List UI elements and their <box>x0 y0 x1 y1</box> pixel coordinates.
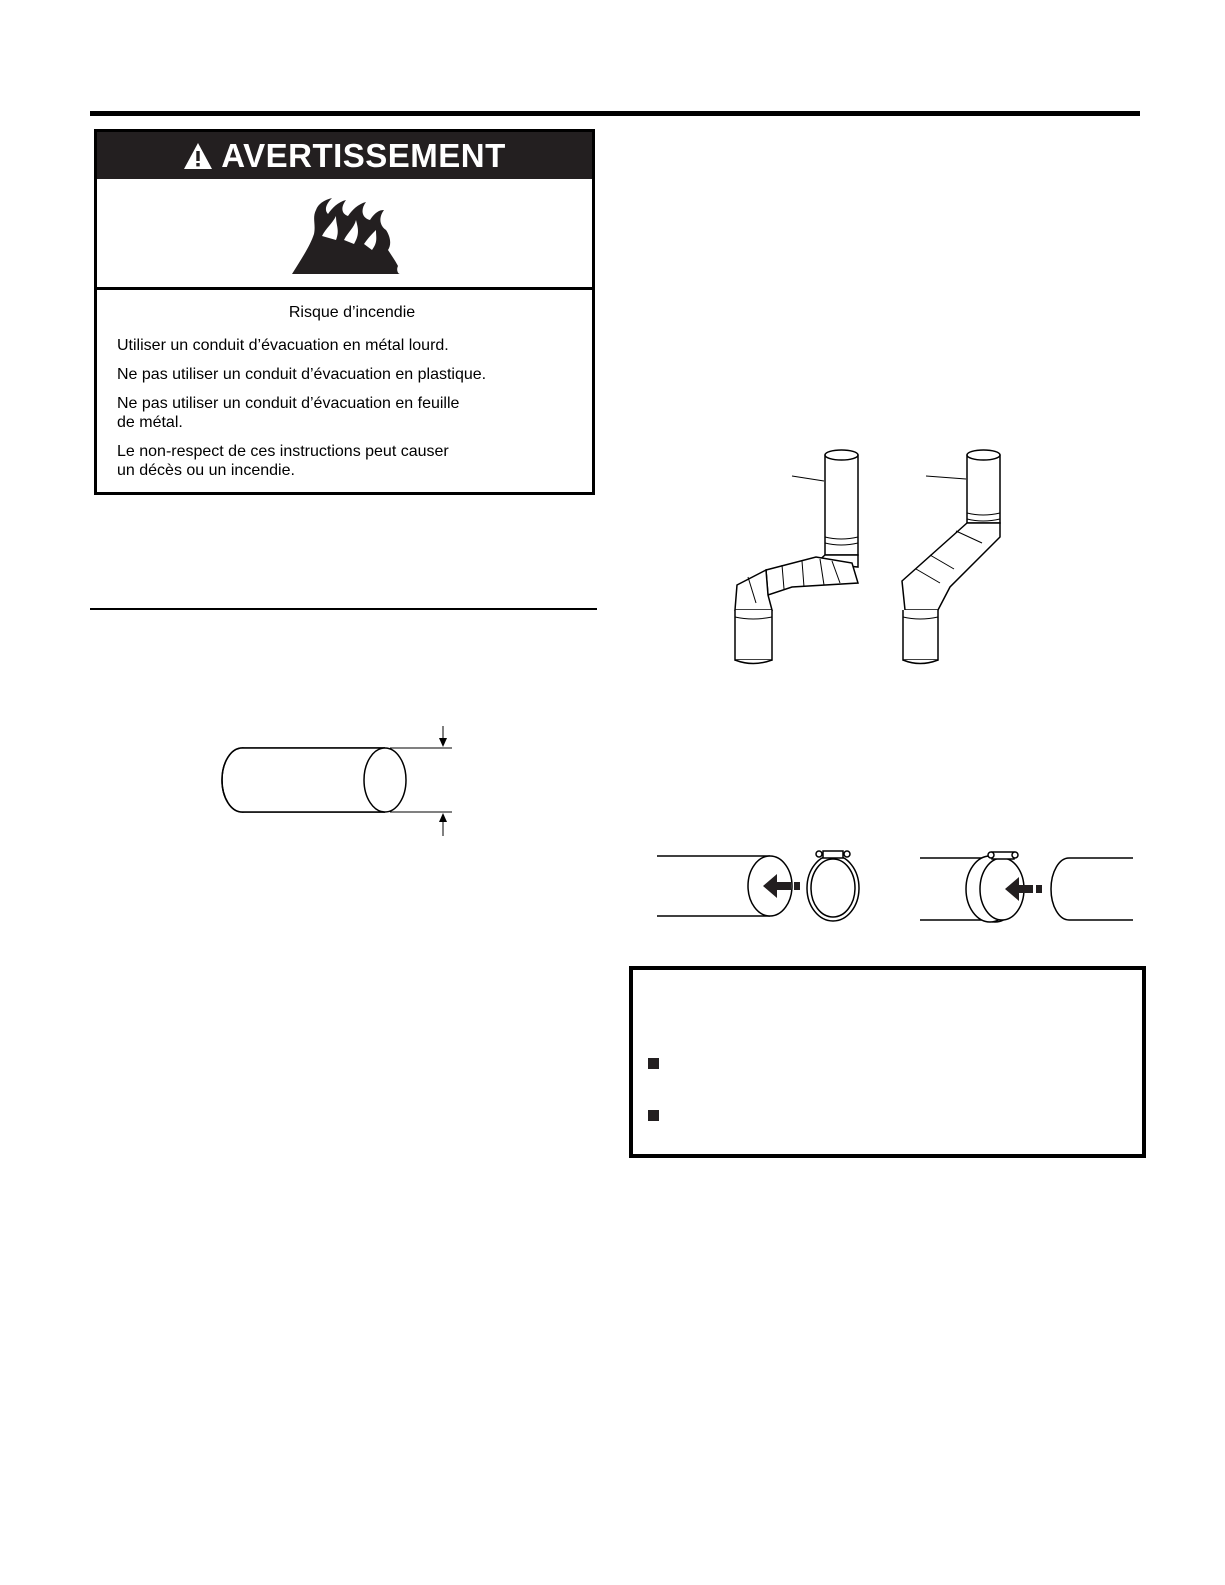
warning-header <box>97 132 592 179</box>
hazard-title: Risque d’incendie <box>288 304 416 321</box>
section-rule <box>90 608 597 610</box>
warning-line: Ne pas utiliser un conduit d’évacuation en plastique. <box>117 366 487 383</box>
top-rule <box>90 111 1140 116</box>
warning-line: Ne pas utiliser un conduit d’évacuation en feuille de métal. <box>117 395 460 431</box>
square-bullet-icon <box>648 1110 659 1121</box>
duct-diameter-illustration <box>210 720 460 840</box>
warning-box <box>94 129 595 495</box>
warning-line: Le non-respect de ces instructions peut causer un décès ou un incendie. <box>117 443 449 479</box>
elbow-ducts-illustration <box>720 445 1020 670</box>
pictogram-row <box>97 179 592 290</box>
square-bullet-icon <box>648 1058 659 1069</box>
duct-clamp-illustration <box>655 840 1140 935</box>
warning-message <box>117 302 587 490</box>
fire-icon <box>292 196 400 274</box>
warning-line: Utiliser un conduit d’évacuation en métal lourd. <box>117 337 449 354</box>
notice-box <box>629 966 1146 1158</box>
warning-title: AVERTISSEMENT <box>221 136 506 174</box>
warning-triangle-icon <box>183 142 213 170</box>
